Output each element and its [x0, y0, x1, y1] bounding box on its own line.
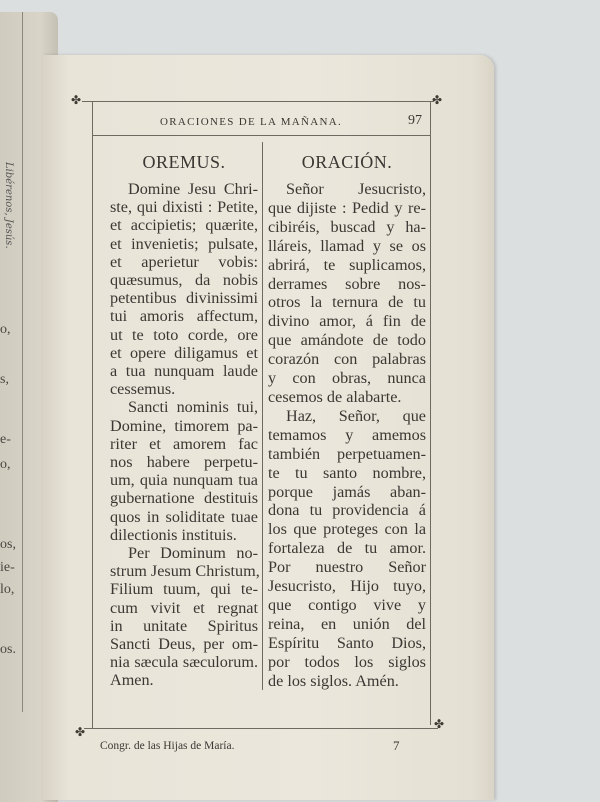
text-line: que amándote de todo [268, 331, 426, 350]
text-line: Per Dominum no- [128, 544, 258, 563]
header-rule [92, 135, 430, 136]
text-line: a tua nunquam laude [110, 362, 258, 381]
text-line: corazón con palabras [268, 350, 426, 369]
column-divider [262, 142, 263, 690]
spanish-column [268, 150, 426, 690]
text-line: Señor Jesucristo, [286, 180, 426, 198]
text-line: Domine Jesu Chri- [128, 180, 258, 198]
text-line: nos habere perpetu- [110, 453, 258, 472]
text-line: cibiréis, buscad y ha- [268, 217, 426, 236]
text-line: et accipietis; quærite, [110, 216, 258, 235]
text-line: quos in soliditate tuae [110, 507, 258, 526]
corner-ornament-icon: ✤ [75, 725, 86, 739]
frame-bottom-rule [84, 728, 438, 729]
text-line: y con obras, nunca [268, 369, 426, 388]
text-line: por todos los siglos [268, 652, 426, 671]
text-line: que contigo vive y [268, 595, 426, 614]
text-line: quæsumus, da nobis [110, 271, 258, 290]
text-line: Amen. [110, 671, 154, 690]
text-line: abrirá, te suplicamos, [268, 255, 426, 274]
text-line: Por nuestro Señor [268, 558, 426, 577]
text-line: et opere diligamus et [110, 343, 258, 362]
text-line: temamos y amemos [268, 425, 426, 444]
facing-text-fragment: e- [0, 432, 11, 447]
text-line: Espíritu Santo Dios, [268, 633, 426, 652]
text-line: Sancti nominis tui, [128, 398, 258, 417]
footer-signature: Congr. de las Hijas de María. [100, 740, 235, 752]
text-line: ut te toto corde, ore [110, 325, 258, 344]
facing-text-fragment: lo, [0, 582, 15, 597]
text-line: fortaleza de tu amor. [268, 539, 426, 558]
text-line: nia sæcula sæculorum. [110, 653, 258, 672]
facing-text-fragment: s, [0, 372, 9, 387]
text-line: cessemus. [110, 380, 176, 399]
text-line: otros la ternura de tu [268, 293, 426, 312]
text-line: dilectionis instituis. [110, 525, 237, 544]
text-line: te tu santo nombre, [268, 463, 426, 482]
text-line: tui amoris affectum, [110, 307, 258, 326]
facing-text-fragment: o, [0, 457, 11, 472]
facing-page-rule [22, 12, 23, 712]
text-line: que dijiste : Pedid y re- [268, 198, 426, 217]
text-line: et aperietur vobis: [110, 252, 258, 271]
facing-running-head: Libérenos, Jesús. [3, 162, 14, 249]
footer-signature-mark: 7 [393, 738, 400, 753]
facing-text-fragment: os, [0, 537, 16, 552]
text-line: in unitate Spiritus [110, 616, 258, 635]
text-line: reina, en unión del [268, 614, 426, 633]
text-line: porque jamás aban- [268, 482, 426, 501]
running-title: ORACIONES DE LA MAÑANA. [160, 116, 343, 128]
facing-text-fragment: os. [0, 642, 16, 657]
text-line: cesemos de alabarte. [268, 387, 402, 406]
text-line: et invenietis; pulsate, [110, 234, 258, 253]
frame-top-rule [82, 101, 434, 102]
facing-text-fragment: o, [0, 322, 11, 337]
corner-ornament-icon: ✤ [71, 93, 82, 107]
text-line: ste, qui dixisti : Petite, [110, 198, 258, 217]
column-title: OREMUS. [142, 152, 226, 172]
text-line: lláreis, llamad y se os [268, 236, 426, 255]
text-line: los que proteges con la [268, 520, 426, 539]
text-line: de los siglos. Amén. [268, 671, 399, 690]
text-line: um, quia nunquam tua [110, 471, 258, 490]
text-line: Filium tuum, qui te- [110, 580, 258, 599]
text-line: gubernatione destituis [110, 489, 258, 508]
text-line: dona tu providencia á [268, 501, 426, 520]
text-line: petentibus divinissimi [110, 289, 258, 308]
frame-left-rule [92, 101, 93, 729]
text-line: Domine, timorem pa- [110, 416, 258, 435]
text-line: Sancti Deus, per om- [110, 635, 258, 654]
frame-right-rule [430, 101, 431, 725]
page-number: 97 [408, 113, 422, 128]
text-line: riter et amorem fac [110, 434, 258, 453]
corner-ornament-icon: ✤ [432, 93, 443, 107]
corner-ornament-icon: ✤ [434, 717, 445, 731]
text-line: Jesucristo, Hijo tuyo, [268, 577, 426, 596]
text-line: derrames sobre nos- [268, 274, 426, 293]
text-line: también perpetuamen- [268, 444, 426, 463]
text-line: strum Jesum Christum, [110, 562, 260, 581]
text-line: Haz, Señor, que [286, 406, 426, 425]
column-title: ORACIÓN. [301, 152, 393, 172]
latin-column [110, 150, 258, 690]
facing-text-fragment: ie- [0, 560, 15, 575]
text-line: cum vivit et regnat [110, 598, 258, 617]
text-line: divino amor, á fin de [268, 312, 426, 331]
